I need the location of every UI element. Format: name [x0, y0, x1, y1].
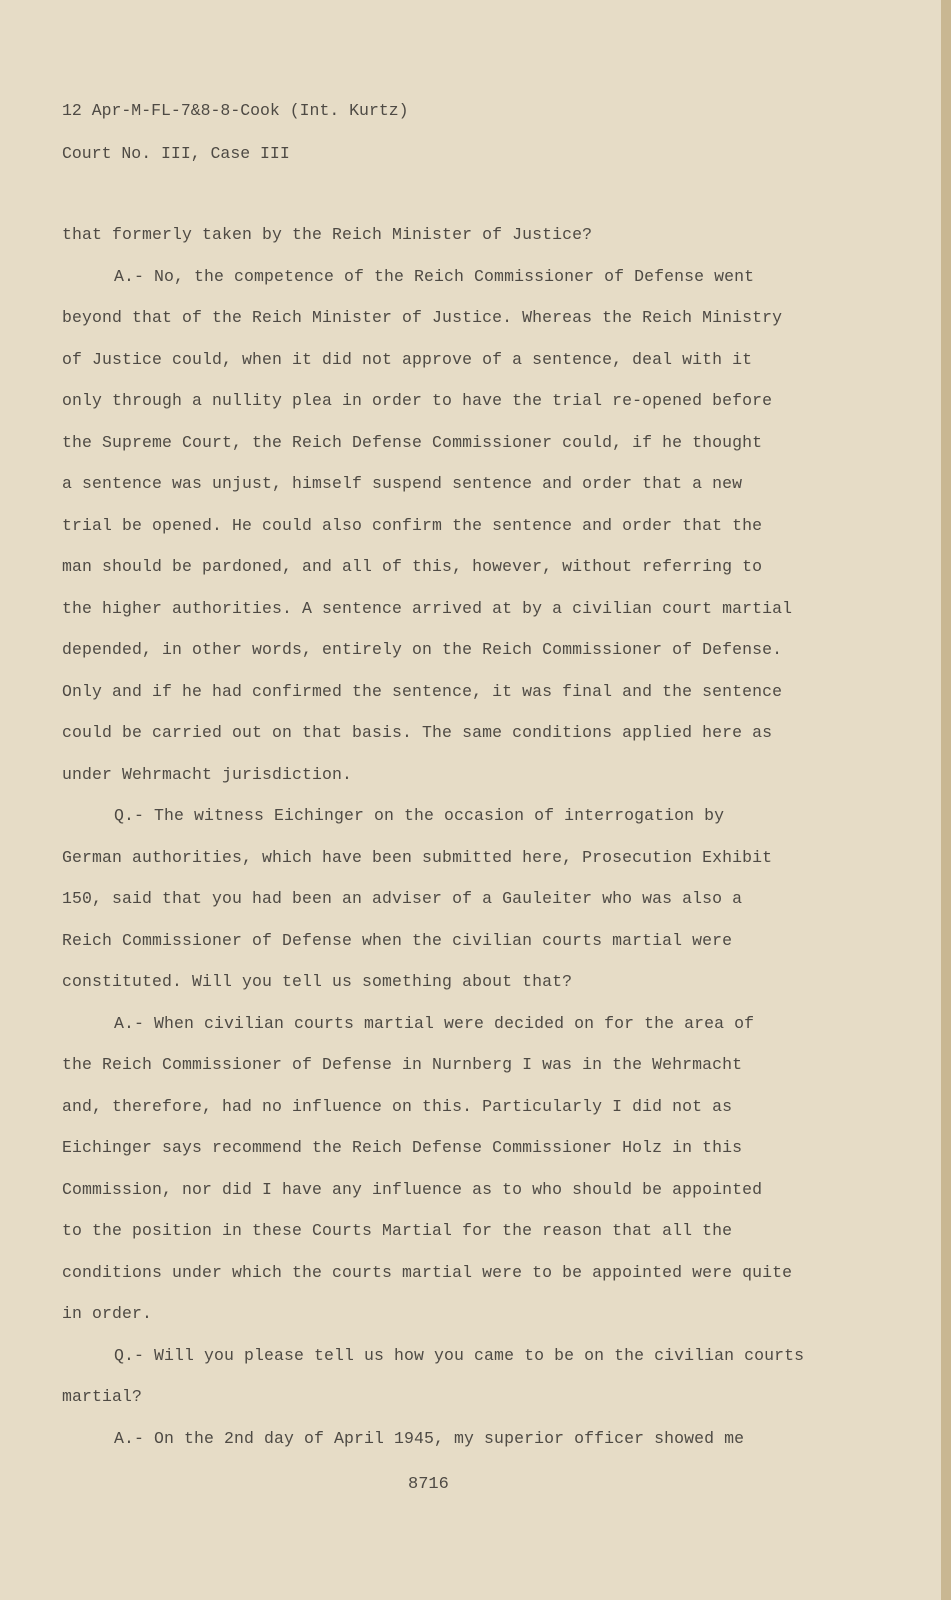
transcript-line: a sentence was unjust, himself suspend sentence and order that a new — [62, 474, 743, 493]
transcript-line: in order. — [62, 1304, 153, 1323]
transcript-line: the higher authorities. A sentence arrived at by a civilian court martial — [62, 598, 793, 618]
transcript-line: Eichinger says recommend the Reich Defense Commissioner Holz in this — [62, 1138, 743, 1157]
transcript-line: to the position in these Courts Martial for the reason that all the — [62, 1221, 733, 1240]
transcript-body — [62, 223, 862, 1468]
court-case-header: Court No. III, Case III — [62, 144, 290, 163]
page-number: 8716 — [408, 1475, 449, 1494]
transcript-line: under Wehrmacht jurisdiction. — [62, 764, 353, 784]
transcript-line: Commission, nor did I have any influence as to who should be appointed — [62, 1179, 763, 1199]
transcript-line: the Supreme Court, the Reich Defense Commissioner could, if he thought — [62, 432, 763, 452]
transcript-line: conditions under which the courts martial were to be appointed were quite — [62, 1262, 793, 1282]
document-reference-header: 12 Apr-M-FL-7&8-8-Cook (Int. Kurtz) — [62, 101, 409, 120]
answer-paragraph-start: A.- When civilian courts martial were decided on for the area of — [114, 1013, 755, 1033]
transcript-line: only through a nullity plea in order to have the trial re-opened before — [62, 391, 773, 410]
transcript-line: of Justice could, when it did not approve of a sentence, deal with it — [62, 349, 753, 369]
transcript-line: constituted. Will you tell us something about that? — [62, 972, 573, 991]
answer-paragraph-start: A.- On the 2nd day of April 1945, my superior officer showed me — [114, 1428, 745, 1448]
answer-paragraph-start: A.- No, the competence of the Reich Commissioner of Defense went — [114, 266, 755, 286]
transcript-line: that formerly taken by the Reich Minister of Justice? — [62, 225, 593, 244]
transcript-line: and, therefore, had no influence on this. Particularly I did not as — [62, 1096, 733, 1116]
question-paragraph-start: Q.- Will you please tell us how you came to be on the civilian courts — [114, 1345, 805, 1365]
transcript-line: martial? — [62, 1387, 143, 1406]
transcript-line: Reich Commissioner of Defense when the civilian courts martial were — [62, 930, 733, 950]
transcript-line: trial be opened. He could also confirm the sentence and order that the — [62, 515, 763, 535]
transcript-line: depended, in other words, entirely on the Reich Commissioner of Defense. — [62, 640, 783, 659]
transcript-line: German authorities, which have been submitted here, Prosecution Exhibit — [62, 847, 773, 867]
question-paragraph-start: Q.- The witness Eichinger on the occasion of interrogation by — [114, 806, 725, 825]
transcript-line: beyond that of the Reich Minister of Justice. Whereas the Reich Ministry — [62, 308, 783, 327]
transcript-line: could be carried out on that basis. The same conditions applied here as — [62, 723, 773, 742]
transcript-line: man should be pardoned, and all of this, however, without referring to — [62, 557, 763, 576]
transcript-line: the Reich Commissioner of Defense in Nurnberg I was in the Wehrmacht — [62, 1055, 743, 1074]
transcript-line: 150, said that you had been an adviser of a Gauleiter who was also a — [62, 889, 743, 908]
transcript-line: Only and if he had confirmed the sentence, it was final and the sentence — [62, 681, 783, 701]
